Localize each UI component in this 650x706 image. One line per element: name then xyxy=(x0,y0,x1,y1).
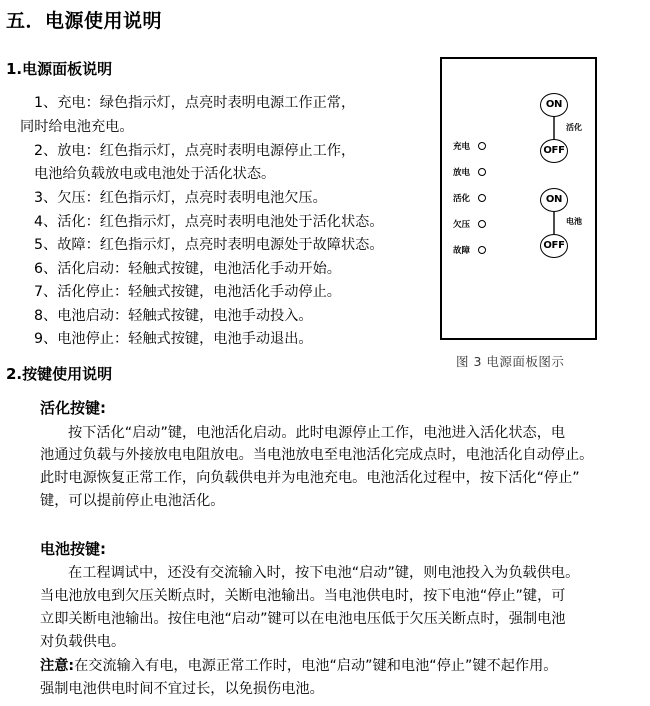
panel-item: 同时给电池充电。 xyxy=(20,119,134,135)
panel-item: 7、活化停止：轻触式按键，电池活化手动停止。 xyxy=(34,284,341,300)
note-text: 在交流输入有电，电源正常工作时，电池“启动”键和电池“停止”键不起作用。 xyxy=(74,658,558,674)
battery-note xyxy=(40,655,557,675)
key-section-heading: 2.按键使用说明 xyxy=(6,365,113,383)
charge-indicator-icon xyxy=(478,142,486,150)
indicator-label-fault: 故障 xyxy=(453,246,471,256)
panel-item: 4、活化：红色指示灯，点亮时表明电池处于活化状态。 xyxy=(34,214,384,230)
indicator-label-discharge: 放电 xyxy=(453,168,471,178)
figure-caption: 图 3 电源面板图示 xyxy=(456,354,565,369)
battery-key-title: 电池按键: xyxy=(40,540,106,558)
panel-item: 9、电池停止：轻触式按键，电池手动退出。 xyxy=(34,331,313,347)
panel-item: 8、电池启动：轻触式按键，电池手动投入。 xyxy=(34,308,313,324)
activation-indicator-icon xyxy=(478,194,486,202)
indicator-label-activation: 活化 xyxy=(453,194,471,204)
activation-key-line: 池通过负载与外接放电电阻放电。当电池放电至电池活化完成点时，电池活化自动停止。 xyxy=(40,447,594,463)
note-label: 注意: xyxy=(40,658,75,674)
activation-key-line: 此时电源恢复正常工作，向负载供电并为电池充电。电池活化过程中，按下活化“停止” xyxy=(40,470,580,486)
indicator-label-undervoltage: 欠压 xyxy=(453,220,471,230)
battery-note-line: 强制电池供电时间不宜过长，以免损伤电池。 xyxy=(40,681,324,697)
panel-item: 3、欠压：红色指示灯，点亮时表明电池欠压。 xyxy=(34,190,327,206)
activation-key-line: 键，可以提前停止电池活化。 xyxy=(40,493,225,509)
activation-key-title: 活化按键: xyxy=(40,399,106,417)
activation-off-button: OFF xyxy=(540,139,568,163)
battery-on-button: ON xyxy=(540,188,568,212)
panel-item: 5、故障：红色指示灯，点亮时表明电源处于故障状态。 xyxy=(34,237,384,253)
panel-item: 电池给负载放电或电池处于活化状态。 xyxy=(34,166,276,182)
activation-key-line: 按下活化“启动”键，电池活化启动。此时电源停止工作，电池进入活化状态，电 xyxy=(68,425,566,441)
activation-group-label: 活化 xyxy=(566,123,582,132)
panel-section-heading: 1.电源面板说明 xyxy=(6,60,113,78)
activation-on-button: ON xyxy=(540,93,568,117)
battery-key-line: 立即关断电池输出。按住电池“启动”键可以在电池电压低于欠压关断点时，强制电池 xyxy=(40,611,566,627)
panel-item: 6、活化启动：轻触式按键，电池活化手动开始。 xyxy=(34,261,341,277)
battery-group-label: 电池 xyxy=(566,217,582,226)
battery-key-line: 对负载供电。 xyxy=(40,634,126,650)
battery-key-line: 当电池放电到欠压关断点时，关断电池输出。当电池供电时，按下电池“停止”键，可 xyxy=(40,588,566,604)
panel-item: 1、充电：绿色指示灯，点亮时表明电源工作正常， xyxy=(34,95,356,111)
power-panel-figure xyxy=(440,57,597,340)
battery-key-line: 在工程调试中，还没有交流输入时，按下电池“启动”键，则电池投入为负载供电。 xyxy=(68,565,580,581)
panel-item: 2、放电：红色指示灯，点亮时表明电源停止工作， xyxy=(34,143,356,159)
undervoltage-indicator-icon xyxy=(478,220,486,228)
section-title: 五．电源使用说明 xyxy=(6,10,163,32)
fault-indicator-icon xyxy=(478,246,486,254)
indicator-label-charge: 充电 xyxy=(453,142,471,152)
battery-off-button: OFF xyxy=(540,234,568,258)
discharge-indicator-icon xyxy=(478,168,486,176)
